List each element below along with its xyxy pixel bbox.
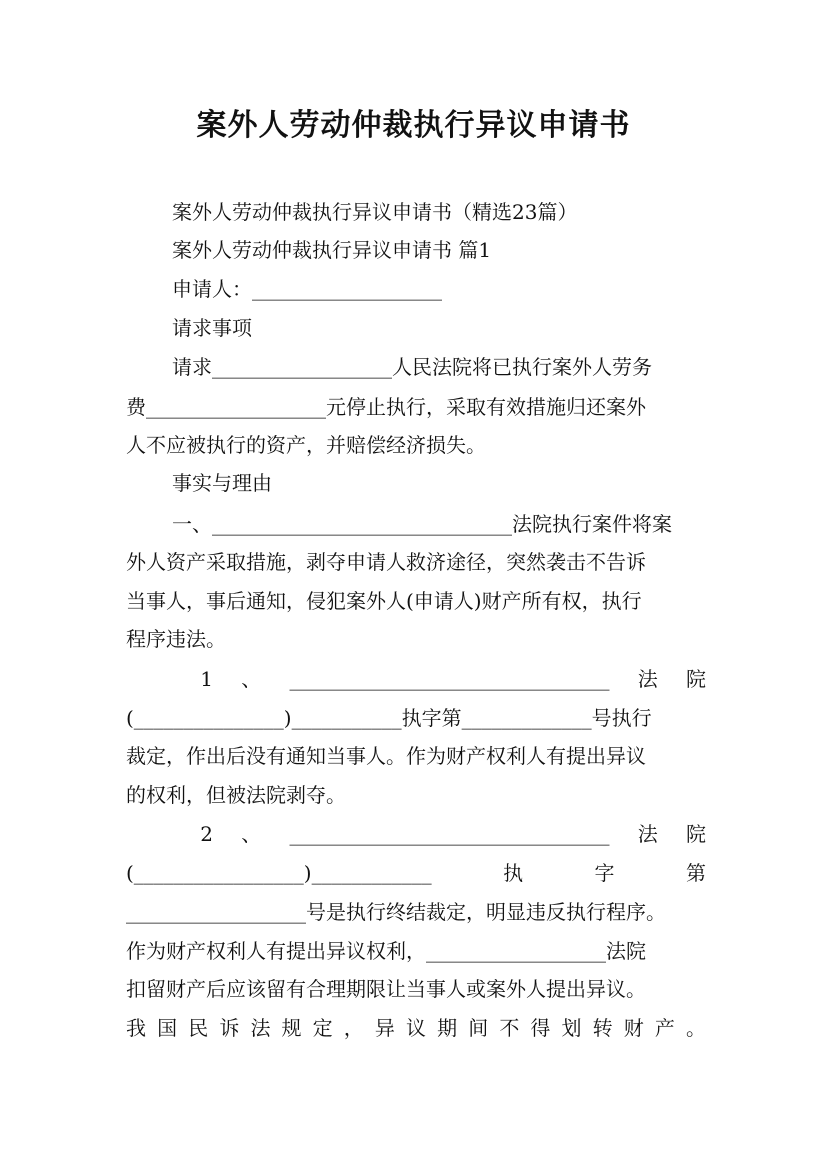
facts-line-3: 当事人，事后通知，侵犯案外人(申请人)财产所有权，执行 [126, 589, 642, 613]
facts-heading: 事实与理由 [172, 471, 272, 495]
section-heading: 案外人劳动仲裁执行异议申请书 篇1 [172, 238, 492, 262]
item-2-line-2 [126, 861, 706, 885]
justified-char: 期 [437, 1016, 458, 1040]
justified-char: 异 [374, 1016, 395, 1040]
item-1-line-1 [126, 667, 706, 691]
justified-char: 规 [281, 1016, 302, 1040]
justified-char: 我 [126, 1016, 146, 1040]
item-2-separator: 、 [241, 822, 262, 846]
document-title: 案外人劳动仲裁执行异议申请书 [196, 108, 631, 143]
item-1-line-4: 的权利，但被法院剥夺。 [126, 783, 346, 807]
claims-line-2: 费__________________元停止执行，采取有效措施归还案外 [126, 395, 646, 419]
claims-heading: 请求事项 [172, 316, 252, 340]
justified-char: 财 [623, 1016, 644, 1040]
item-2-char: 法 [637, 822, 658, 846]
item-2-line-4: 作为财产权利人有提出异议权利，__________________法院 [126, 939, 646, 963]
item-2-char: 执 [503, 861, 524, 885]
claims-line-3: 人不应被执行的资产，并赔偿经济损失。 [126, 433, 486, 457]
item-2-indent [126, 822, 172, 846]
justified-char: 。 [685, 1016, 706, 1040]
justified-char: 议 [405, 1016, 426, 1040]
item-1-char: 院 [685, 667, 706, 691]
justified-char: 定 [312, 1016, 333, 1040]
claims-line-1: 请求__________________人民法院将已执行案外人劳务 [172, 355, 652, 379]
item-2-line-3: __________________号是执行终结裁定，明显违反执行程序。 [126, 900, 666, 924]
item-1-blank: ________________________________ [289, 667, 610, 691]
item-1-line-3: 裁定，作出后没有通知当事人。作为财产权利人有提出异议 [126, 744, 646, 768]
justified-char: 划 [561, 1016, 582, 1040]
item-2-blank: (_________________)____________ [126, 861, 432, 885]
justified-char: 产 [654, 1016, 675, 1040]
item-2-blank: ________________________________ [289, 822, 610, 846]
justified-char: 转 [592, 1016, 613, 1040]
item-1-indent [126, 667, 172, 691]
item-1-char: 法 [637, 667, 658, 691]
facts-line-2: 外人资产采取措施，剥夺申请人救济途径，突然袭击不告诉 [126, 550, 646, 574]
item-2-line-1 [126, 822, 706, 846]
item-1-separator: 、 [241, 667, 262, 691]
item-2-line-5: 扣留财产后应该留有合理期限让当事人或案外人提出异议。 [126, 977, 646, 1001]
facts-line-1: 一、______________________________法院执行案件将案 [172, 512, 672, 536]
applicant-line: 申请人：___________________ [172, 277, 442, 301]
item-1-line-2: (_______________)___________执字第_____________号执行 [126, 706, 652, 730]
justified-char: 国 [157, 1016, 178, 1040]
justified-char: 法 [250, 1016, 271, 1040]
item-2-char: 院 [685, 822, 706, 846]
item-2-char: 字 [594, 861, 615, 885]
facts-line-4: 程序违法。 [126, 627, 226, 651]
justified-char: 间 [468, 1016, 489, 1040]
justified-char: ， [343, 1016, 364, 1040]
item-2-number: 2 [200, 822, 213, 846]
justified-char: 不 [499, 1016, 520, 1040]
justified-char: 得 [530, 1016, 551, 1040]
item-2-char: 第 [685, 861, 706, 885]
item-1-number: 1 [200, 667, 213, 691]
subtitle-line: 案外人劳动仲裁执行异议申请书（精选23篇） [172, 200, 578, 224]
item-2-line-6 [126, 1016, 706, 1040]
justified-char: 民 [188, 1016, 209, 1040]
justified-char: 诉 [219, 1016, 240, 1040]
